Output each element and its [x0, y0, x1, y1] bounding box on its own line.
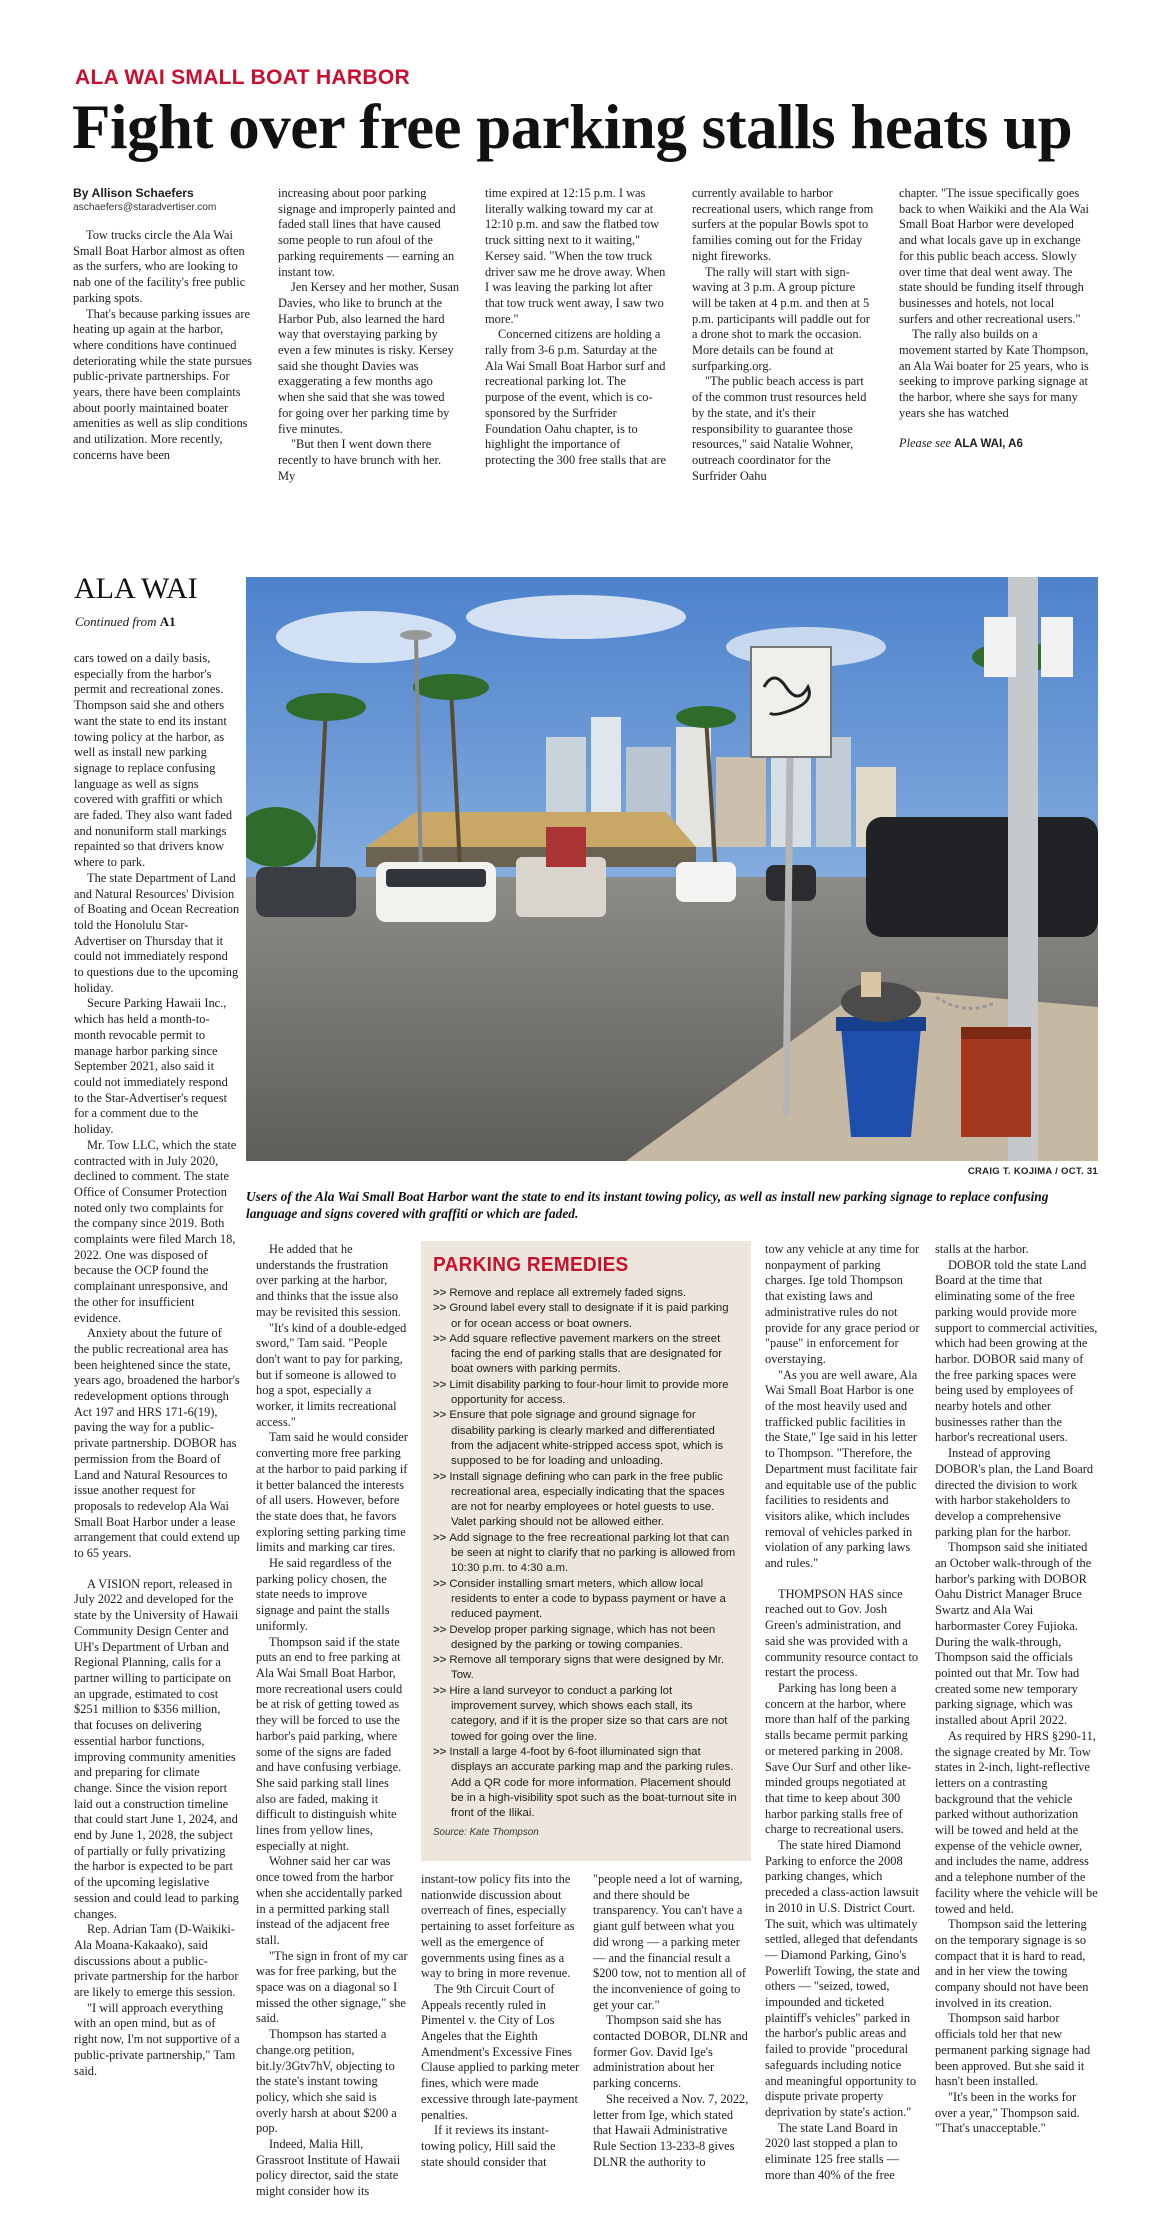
jump-line[interactable] — [899, 436, 1089, 453]
list-item — [433, 1408, 739, 1469]
paragraph: DOBOR told the state Land Board at the time that eliminating some of the free parking would provide more support to commercial activities, which had been growing at the harbor. DOBOR said many of the free parking spaces were being used by employees of nearby hotels and other businesses rather than the harbor's recreational users. — [935, 1257, 1098, 1445]
list-item — [433, 1332, 739, 1378]
paragraph: "It's been in the works for over a year," Thompson said. "That's unacceptable." — [935, 2089, 1080, 2136]
jump-column-3 — [421, 1872, 581, 2170]
paragraph: The 9th Circuit Court of Appeals recently ruled in Pimentel v. the City of Los Angeles that the Eighth Amendment's Excessive Fines Clause applied to parking meter fines, which were made excessive through late-payment penalties. — [421, 1981, 580, 2122]
paragraph: Secure Parking Hawaii Inc., which has held a month-to-month revocable permit to manage harbor parking since September 2021, also said it could not immediately respond to the Star-Advertiser's request for a comment due to the holiday. — [74, 996, 228, 1137]
paragraph: cars towed on a daily basis, especially from the harbor's permit and recreational zones. Thompson said she and others want the state to end its instant towing policy at the harbor, as well as install new parking signage to replace confusing language as well as signs covered with graffiti or which are faded. They also want faded and nonuniform stall markings repainted so that drivers know where to park. — [74, 651, 233, 870]
jump-prefix: Please see — [899, 435, 951, 450]
paragraph: As required by HRS §290-11, the signage created by Mr. Tow states in 2-inch, light-reflective letters on a contrasting background that the vehicle parked without authorization will be towed and held at the expense of the vehicle owner, and includes the name, address and a telephone number of the facility where the vehicle will be towed and held. — [935, 1728, 1098, 1916]
paragraph: Indeed, Malia Hill, Grassroot Institute of Hawaii policy director, said the state might consider how its — [256, 2137, 401, 2199]
paragraph: Mr. Tow LLC, which the state contracted with in July 2020, declined to comment. The state Office of Consumer Protection noted only two complaints for the company since 2019. Both complaints were filed March 18, 2022. One was disposed of because the OCP found the complainant unresponsive, and the other for insufficient evidence. — [74, 1137, 237, 1325]
paragraph: "The public beach access is part of the common trust resources held by the state, and it's their responsibility to guarantee those resources," said Natalie Wohner, outreach coordinator for the Surfrider Oahu — [692, 374, 867, 483]
paragraph: THOMPSON HAS since reached out to Gov. Josh Green's administration, and said she was provided with a community resource contact to restart the process. — [765, 1586, 919, 1680]
paragraph: "As you are well aware, Ala Wai Small Boat Harbor is one of the most heavily used and trafficked public facilities in the State," Ige said in his letter to Thompson. "Therefore, the Department must facilitate fair and equitable use of the public facilities to residents and visitors alike, which includes removal of vehicles parked in violation of any parking laws and rules." — [765, 1367, 918, 1571]
list-item-text: Hire a land surveyor to conduct a parking lot improvement survey, which shows each stall, its category, and if it is the proper size so that cars are not towed for going over the line. — [449, 1684, 728, 1743]
front-column-3 — [485, 186, 667, 469]
paragraph: Tam said he would consider converting more free parking at the harbor to paid parking if it better balanced the interests of all users. However, before the state does that, he favors exploring setting parking time limits and marking car tires. — [256, 1430, 408, 1555]
paragraph: "It's kind of a double-edged sword," Tam said. "People don't want to pay for parking, but if someone is allowed to hog a spot, especially a worker, it limits recreational access." — [256, 1320, 407, 1429]
list-item-text: Ground label every stall to designate if it is paid parking or for ocean access or boat owners. — [449, 1302, 729, 1330]
paragraph: The rally also builds on a movement started by Kate Thompson, an Ala Wai boater for 25 years, who is seeking to improve parking signage at the harbor, where she says for many years she has watched — [899, 327, 1089, 420]
list-item — [433, 1745, 739, 1821]
jump-column-1 — [74, 651, 240, 2079]
paragraph: instant-tow policy fits into the nationwide discussion about overreach of fines, especially pertaining to asset forfeiture as well as the emergence of governments using fines as a way to bring in more revenue. — [421, 1872, 575, 1981]
remedies-list — [433, 1286, 739, 1821]
paragraph: Rep. Adrian Tam (D-Waikiki-Ala Moana-Kakaako), said discussions about a public-private partnership for the harbor are likely to emerge this session. — [74, 1922, 239, 2000]
front-column-4 — [692, 186, 874, 484]
list-item-text: Install signage defining who can park in the free public recreational area, especially indicating that the spaces are not for nearby employees or hotel guests to use. Valet parking should not be allowed either. — [449, 1470, 725, 1529]
bullet-mark: >> — [433, 1623, 447, 1636]
bullet-mark: >> — [433, 1302, 447, 1315]
paragraph: The state Department of Land and Natural Resources' Division of Boating and Ocean Recreation told the Honolulu Star-Advertiser on Thursday that it could not immediately respond to questions due to the upcoming holiday. — [74, 870, 240, 995]
list-item-text: Add signage to the free recreational parking lot that can be seen at night to clarify that no parking is allowed from 10:30 p.m. to 4:30 a.m. — [449, 1531, 736, 1575]
list-item — [433, 1623, 739, 1654]
paragraph: increasing about poor parking signage and improperly painted and faded stall lines that have caused some people to run afoul of the parking requirements — earning an instant tow. — [278, 186, 456, 279]
paragraph: Anxiety about the future of the public recreational area has been heightened since the state, years ago, broadened the harbor's redevelopment options through Act 197 and HRS 171-6(19), paving the way for a public-private partnership. DOBOR has permission from the Board of Land and Natural Resources to issue another request for proposals to redevelop Ala Wai Small Boat Harbor under a lease arrangement that could extend up to 65 years. — [74, 1326, 240, 1561]
list-item — [433, 1684, 739, 1745]
paragraph: Thompson said if the state puts an end to free parking at Ala Wai Small Boat Harbor, more recreational users could be at risk of getting towed as they will be forced to use the harbor's paid parking, where some of the signs are faded and have confusing verbiage. She said parking stall lines also are faded, making it difficult to distinguish white lines from yellow lines, especially at night. — [256, 1634, 403, 1853]
list-item — [433, 1470, 739, 1531]
paragraph: If it reviews its instant-towing policy, Hill said the state should consider that — [421, 2123, 556, 2169]
list-item-text: Limit disability parking to four-hour limit to provide more opportunity for access. — [449, 1378, 729, 1407]
author-email: aschaefers@staradvertiser.com — [73, 202, 217, 213]
bullet-mark: >> — [433, 1684, 447, 1697]
list-item-text: Consider installing smart meters, which allow local residents to enter a code to bypass payment or have a reduced payment. — [449, 1577, 726, 1621]
paragraph: Tow trucks circle the Ala Wai Small Boat Harbor almost as often as the surfers, who are looking to nab one of the facility's free public parking spots. — [73, 228, 246, 305]
bullet-mark: >> — [433, 1531, 447, 1544]
bullet-mark: >> — [433, 1332, 447, 1345]
jump-column-2 — [256, 1242, 408, 2200]
paragraph: A VISION report, released in July 2022 and developed for the state by the University of Hawaii Community Design Center and UH's Department of Urban and Regional Planning, calls for a partner willing to participate on an upgrade, estimated to cost $251 million to $356 million, that focuses on delivering essential harbor functions, improving community amenities and preparing for climate change. Since the vision report laid out a construction timeline that could start June 1, 2024, and end by June 1, 2028, the subject of partially or fully privatizing the harbor is expected to be part of the upcoming legislative session and could lead to parking changes. — [74, 1576, 239, 1921]
paragraph: Thompson said the lettering on the temporary signage is so compact that it is hard to read, and in her view the towing company should not have been involved in its creation. — [935, 1917, 1089, 2010]
paragraph: He added that he understands the frustration over parking at the harbor, and thinks that the issue also may be revisited this session. — [256, 1242, 401, 1319]
jump-column-4 — [593, 1872, 751, 2170]
bullet-mark: >> — [433, 1654, 447, 1667]
bullet-mark: >> — [433, 1745, 447, 1758]
paragraph: Thompson said she has contacted DOBOR, DLNR and former Gov. David Ige's administration about her parking concerns. — [593, 2013, 748, 2091]
list-item-text: Ensure that pole signage and ground signage for disability parking is clearly marked and differentiated from the adjacent white-stripped access spot, which is supposed to be for loading and unloading. — [449, 1409, 724, 1468]
list-item — [433, 1378, 739, 1409]
bullet-mark: >> — [433, 1287, 447, 1299]
paragraph: The state Land Board in 2020 last stopped a plan to eliminate 125 free stalls — more than 40% of the free — [765, 2120, 900, 2182]
front-column-5 — [899, 186, 1089, 452]
paragraph: Parking has long been a concern at the harbor, where more than half of the parking stalls became permit parking or metered parking in 2008. Save Our Surf and other like-minded groups negotiated at that time to keep about 300 harbor parking stalls free of charge to recreational users. — [765, 1680, 912, 1837]
continued-prefix: Continued from — [75, 614, 157, 629]
list-item — [433, 1653, 739, 1684]
paragraph: time expired at 12:15 p.m. I was literally walking toward my car at 12:10 p.m. and saw the flatbed tow truck sitting next to it waiting," Kersey said. "When the tow truck driver saw me he drove away. When I was leaving the parking lot after that tow truck went away, I saw two more." — [485, 186, 666, 326]
jump-column-5 — [765, 1242, 921, 2183]
headline: Fight over free parking stalls heats up — [72, 92, 1073, 162]
paragraph: chapter. "The issue specifically goes back to when Waikiki and the Ala Wai Small Boat Harbor were developed and what locals gave up in exchange for this public beach access. Slowly over time that deal went away. The state should be funding itself through businesses and hotels, not local surfers and other recreational users." — [899, 186, 1089, 326]
list-item-text: Remove all temporary signs that were designed by Mr. Tow. — [449, 1654, 725, 1682]
jump-column-6 — [935, 1242, 1098, 2137]
list-item — [433, 1301, 739, 1332]
paragraph: That's because parking issues are heating up again at the harbor, where conditions have continued deteriorating while the state pursues public-private partnerships. For years, there have been complaints about poorly maintained boater amenities as well as slip conditions and utilization. More recently, concerns have been — [73, 306, 252, 462]
paragraph: "But then I went down there recently to have brunch with her. My — [278, 437, 442, 483]
paragraph: Thompson said she initiated an October walk-through of the harbor's parking with DOBOR Oahu District Manager Bruce Swartz and Ala Wai harbormaster Corey Fujioka. During the walk-through, Thompson said the officials pointed out that Mr. Tow had created some new temporary parking signage, which was installed about April 2022. — [935, 1540, 1092, 1728]
bullet-mark: >> — [433, 1409, 447, 1422]
list-item-text: Develop proper parking signage, which has not been designed by the parking or towing companies. — [449, 1623, 716, 1651]
photo-credit: CRAIG T. KOJIMA / OCT. 31 — [967, 1166, 1098, 1177]
sidebar-title: PARKING REMEDIES — [433, 1254, 629, 1277]
bullet-mark: >> — [433, 1577, 447, 1590]
front-column-1 — [73, 186, 255, 464]
paragraph: "people need a lot of warning, and there should be transparency. You can't have a giant gulf between what you did wrong — a parking meter— and the financial result a $200 tow, not to mention all of the inconvenience of going to get your car." — [593, 1872, 747, 2012]
paragraph: stalls at the harbor. — [935, 1242, 1029, 1256]
photo-caption: Users of the Ala Wai Small Boat Harbor want the state to end its instant towing policy, as well as install new parking signage to replace confusing language and signs covered with graffiti or which are faded. — [246, 1189, 1049, 1221]
list-item — [433, 1577, 739, 1623]
paragraph: Instead of approving DOBOR's plan, the Land Board directed the division to work with harbor stakeholders to develop a comprehensive parking plan for the harbor. — [935, 1446, 1094, 1539]
paragraph: Wohner said her car was once towed from the harbor when she accidentally parked in a permitted parking stall instead of the adjacent free stall. — [256, 1854, 403, 1947]
paragraph: tow any vehicle at any time for nonpayment of parking charges. Ige told Thompson that existing laws and administrative rules do not provide for any grace period or "pause" in enforcement for overstaying. — [765, 1242, 920, 1366]
list-item-text: Remove and replace all extremely faded signs. — [449, 1287, 687, 1299]
parking-remedies-box — [421, 1241, 751, 1861]
list-item — [433, 1531, 739, 1577]
paragraph: "I will approach everything with an open mind, but as of right now, I'm not supportive of a public-private partnership," Tam said. — [74, 2000, 240, 2078]
bullet-mark: >> — [433, 1378, 447, 1391]
continued-from — [75, 614, 176, 630]
paragraph: Concerned citizens are holding a rally from 3-6 p.m. Saturday at the Ala Wai Small Boat Harbor surf and recreational parking lot. The purpose of the event, which is co-sponsored by the Surfrider Foundation Oahu chapter, is to highlight the importance of protecting the 300 free stalls that are — [485, 327, 666, 467]
list-item — [433, 1286, 739, 1301]
jump-section-title: ALA WAI — [74, 572, 198, 605]
paragraph: She received a Nov. 7, 2022, letter from Ige, which stated that Hawaii Administrative Rule Section 13-233-8 gives DLNR the authority to — [593, 2091, 749, 2169]
byline: By Allison Schaefers — [73, 186, 194, 200]
paragraph: currently available to harbor recreational users, which range from surfers at the popular Bowls spot to families coming out for the Friday night fireworks. — [692, 186, 874, 263]
paragraph: The state hired Diamond Parking to enforce the 2008 parking changes, which preceded a class-action lawsuit in 2010 in U.S. District Court. The suit, which was ultimately settled, alleged that defendants — Diamond Parking, Gino's Powerlift Towing, the state and others — "seized, towed, impounded and ticketed plaintiff's vehicles" parked in the harbor's public areas and failed to provide "procedural safeguards including notice and meaningful opportunity to dispute private property deprivation by state's action." — [765, 1838, 920, 2119]
continued-page: A1 — [159, 614, 176, 629]
harbor-parking-photo — [246, 577, 1098, 1161]
list-item-text: Install a large 4-foot by 6-foot illuminated sign that displays an accurate parking map and the parking rules. Add a QR code for more information. Placement should be in a high-visibility spot such as the boat-turnout site in front of the Ilikai. — [449, 1745, 737, 1820]
sidebar-source: Source: Kate Thompson — [433, 1827, 539, 1839]
paragraph: The rally will start with sign-waving at 3 p.m. A group picture will be taken at 4 p.m. and then at 5 p.m. participants will paddle out for a drone shot to mark the occasion. More details can be found at surfparking.org. — [692, 264, 870, 373]
paragraph: Thompson has started a change.org petition, bit.ly/3Gtv7hV, objecting to the state's instant towing policy, which she said is overly harsh at about $200 a pop. — [256, 2027, 397, 2136]
list-item-text: Add square reflective pavement markers on the street facing the end of parking stalls that are designated for boat owners with parking permits. — [449, 1332, 723, 1376]
paragraph: Thompson said harbor officials told her that new permanent parking signage had been approved. But she said it hasn't been installed. — [935, 2011, 1091, 2089]
kicker: ALA WAI SMALL BOAT HARBOR — [75, 66, 410, 89]
jump-target[interactable]: ALA WAI, A6 — [954, 437, 1023, 450]
paragraph: "The sign in front of my car was for free parking, but the space was on a diagonal so I missed the other signage," she said. — [256, 1948, 408, 2026]
paragraph: He said regardless of the parking policy chosen, the state needs to improve signage and paint the stalls uniformly. — [256, 1556, 392, 1633]
paragraph: Jen Kersey and her mother, Susan Davies, who like to brunch at the Harbor Pub, also learned the hard way that overstaying parking by even a few minutes is risky. Kersey said she thought Davies was exaggerating a few months ago when she said that she was towed for going over her parking time by five minutes. — [278, 280, 460, 436]
front-column-2 — [278, 186, 460, 484]
bullet-mark: >> — [433, 1470, 447, 1483]
